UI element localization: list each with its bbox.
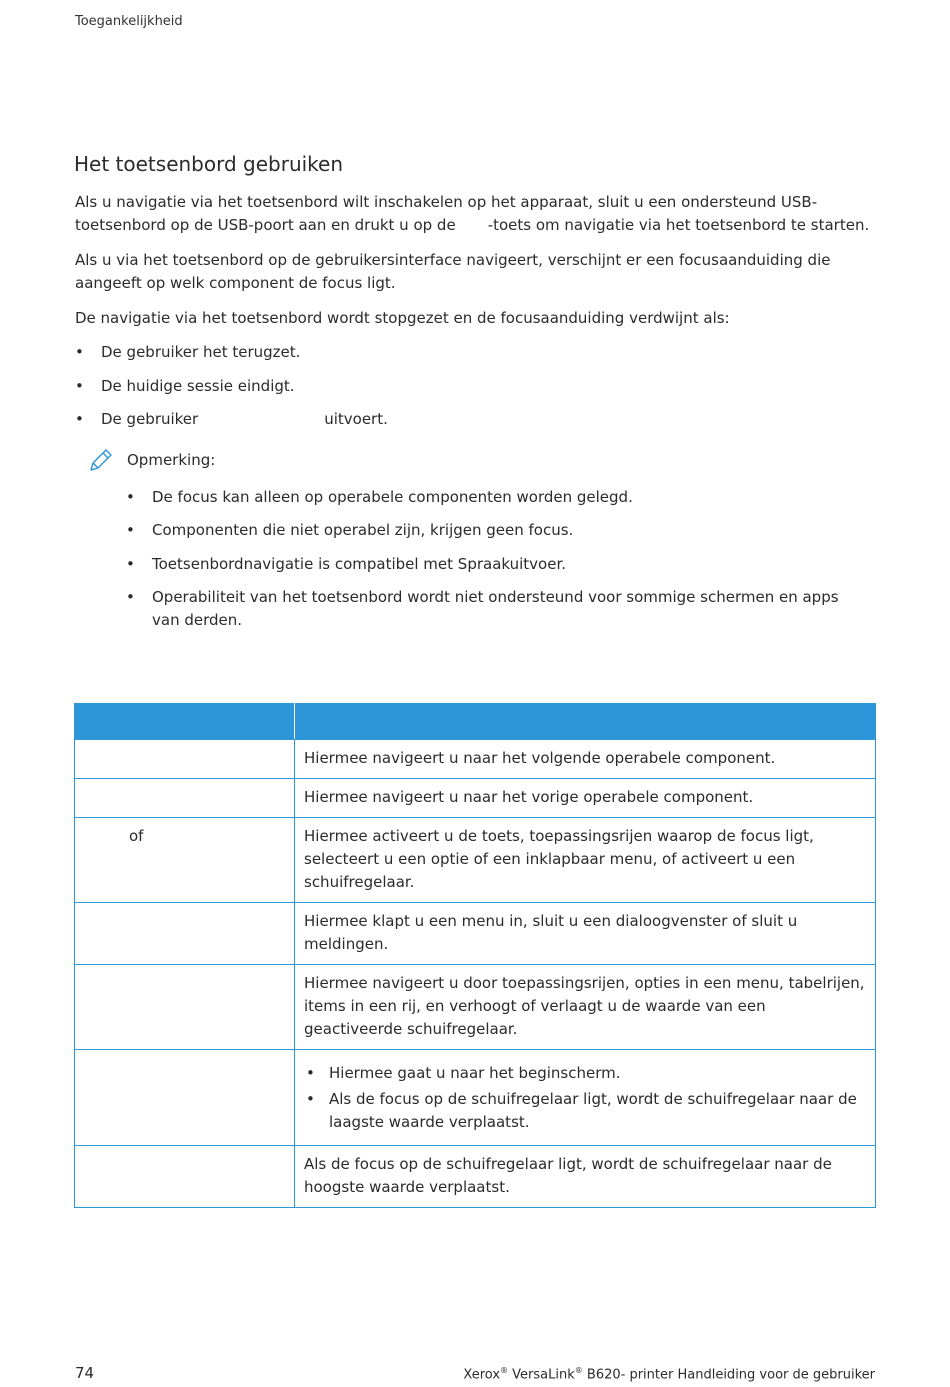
footer-rest: B620- printer Handleiding voor de gebruiker (586, 1367, 875, 1383)
description-cell: Hiermee activeert u de toets, toepassingsrijen waarop de focus ligt, selecteert u een optie of een inklapbaar menu, of activeert u een schuifregelaar. (295, 818, 876, 903)
description-cell: Als de focus op de schuifregelaar ligt, wordt de schuifregelaar naar de hoogste waarde verplaatst. (295, 1146, 876, 1208)
page-number: 74 (75, 1364, 95, 1382)
key-cell (75, 740, 295, 779)
bullet-text-2: uitvoert. (324, 410, 388, 428)
table-row (75, 1146, 876, 1208)
table-header-key (75, 704, 295, 740)
bullet: • (75, 377, 84, 395)
key-cell: of (75, 818, 295, 903)
bullet-text-1: De gebruiker (101, 410, 199, 428)
section-heading: Het toetsenbord gebruiken (74, 152, 344, 176)
intro-text-2: -toets om navigatie via het toetsenbord te starten. (487, 216, 870, 234)
note-text: Toetsenbordnavigatie is compatibel met Spraakuitvoer. (152, 555, 567, 573)
note-text: Componenten die niet operabel zijn, krijgen geen focus. (152, 521, 574, 539)
table-header-row (75, 704, 876, 740)
table-row (75, 740, 876, 779)
table-row (75, 779, 876, 818)
list-item: • Als de focus op de schuifregelaar ligt, wordt de schuifregelaar naar de laagste waarde verplaatst. (304, 1088, 866, 1134)
description-cell: Hiermee klapt u een menu in, sluit u een dialoogvenster of sluit u meldingen. (295, 903, 876, 965)
pencil-icon (87, 448, 113, 474)
bullet: • (75, 410, 84, 428)
description-cell: Hiermee navigeert u naar het volgende operabele component. (295, 740, 876, 779)
description-cell: Hiermee navigeert u door toepassingsrijen, opties in een menu, tabelrijen, items in een rij, en verhoogt of verlaagt u de waarde van een geactiveerde schuifregelaar. (295, 965, 876, 1050)
table-row (75, 965, 876, 1050)
key-cell (75, 903, 295, 965)
list-item: • Hiermee gaat u naar het beginscherm. (304, 1062, 866, 1085)
note-label: Opmerking: (127, 451, 216, 469)
stop-paragraph: De navigatie via het toetsenbord wordt stopgezet en de focusaanduiding verdwijnt als: (75, 309, 730, 327)
key-cell (75, 779, 295, 818)
table-row (75, 818, 876, 903)
keyboard-shortcut-table (74, 703, 876, 1208)
table-row (75, 903, 876, 965)
bullet-text: De gebruiker het terugzet. (101, 343, 301, 361)
running-header: Toegankelijkheid (75, 14, 183, 29)
description-cell (295, 1050, 876, 1146)
description-cell: Hiermee navigeert u naar het vorige operabele component. (295, 779, 876, 818)
registered-mark: ® (500, 1366, 509, 1375)
bullet: • (126, 555, 135, 573)
note-text: Operabiliteit van het toetsenbord wordt niet ondersteund voor sommige schermen en apps van derden. (152, 588, 839, 629)
table-header-description (295, 704, 876, 740)
footer-title (463, 1366, 875, 1382)
registered-mark: ® (574, 1366, 583, 1375)
bullet: • (75, 343, 84, 361)
focus-paragraph: Als u via het toetsenbord op de gebruikersinterface navigeert, verschijnt er een focusaanduiding die aangeeft op welk component de focus ligt. (75, 251, 831, 292)
key-cell (75, 965, 295, 1050)
intro-paragraph (75, 191, 875, 237)
brand-name: Xerox (463, 1367, 501, 1383)
key-cell (75, 1146, 295, 1208)
key-cell (75, 1050, 295, 1146)
note-text: De focus kan alleen op operabele componenten worden gelegd. (152, 488, 633, 506)
table-row (75, 1050, 876, 1146)
bullet: • (126, 488, 135, 506)
bullet-text: De huidige sessie eindigt. (101, 377, 295, 395)
bullet: • (126, 588, 135, 606)
bullet-text (101, 408, 388, 431)
description-list (304, 1062, 866, 1134)
intro-text-1: Als u navigatie via het toetsenbord wilt inschakelen op het apparaat, sluit u een ondersteund USB-toetsenbord op de USB-poort aan en drukt u op de (75, 193, 818, 234)
product-name: VersaLink (512, 1367, 575, 1383)
bullet: • (126, 521, 135, 539)
